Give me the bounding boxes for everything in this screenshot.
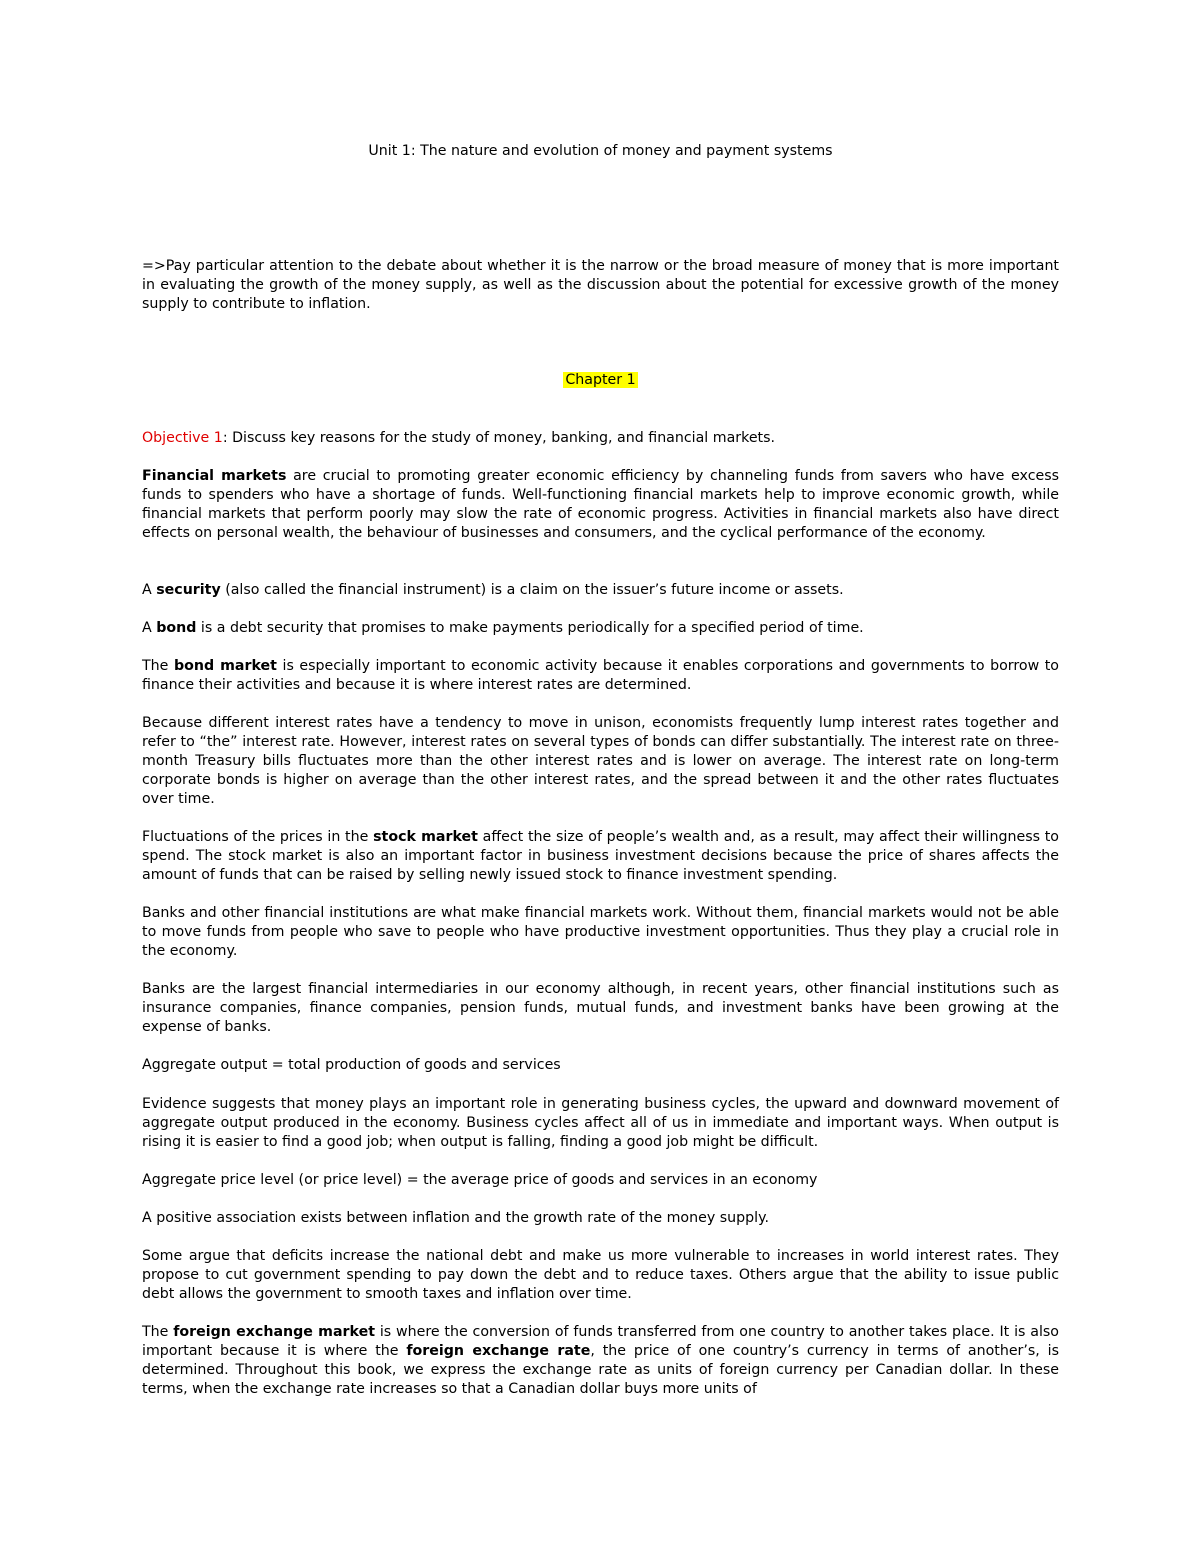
paragraph-text: The	[142, 658, 174, 674]
paragraph-aggregate-output: Aggregate output = total production of goods and services	[142, 1057, 561, 1073]
intro-paragraph: =>Pay particular attention to the debate about whether it is the narrow or the broad measure of money that is more important in evaluating the growth of the money supply, as well as the discussion about the potential for excessive growth of the money supply to contribute to inflation.	[142, 258, 1059, 312]
objective-line	[142, 429, 1059, 448]
paragraph-business-cycles: Evidence suggests that money plays an important role in generating business cycles, the upward and downward movement of aggregate output produced in the economy. Business cycles affect all of us in immediate and important ways. When output is rising it is easier to find a good job; when output is falling, finding a good job might be difficult.	[142, 1096, 1059, 1150]
paragraph-interest-rates: Because different interest rates have a tendency to move in unison, economists frequently lump interest rates together and refer to “the” interest rate. However, interest rates on several types of bonds can differ substantially. The interest rate on three-month Treasury bills fluctuates more than the other interest rates and is lower on average. The interest rate on long-term corporate bonds is higher on average than the other interest rates, and the spread between it and the other rates fluctuates over time.	[142, 715, 1059, 807]
paragraph-text: is a debt security that promises to make payments periodically for a specified period of time.	[196, 620, 864, 636]
paragraph-security	[142, 581, 1059, 600]
paragraph-banks-intermediaries: Banks are the largest financial intermediaries in our economy although, in recent years, other financial institutions such as insurance companies, finance companies, pension funds, mutual funds, and investment banks have been growing at the expense of banks.	[142, 981, 1059, 1035]
paragraph-foreign-exchange	[142, 1323, 1059, 1399]
unit-title: Unit 1: The nature and evolution of money and payment systems	[368, 143, 833, 159]
paragraph-text: affect the size of people’s wealth and, as a result, may affect their willingness to spend. The stock market is also an important factor in business investment decisions because the price of shares affects the amount of funds that can be raised by selling newly issued stock to finance investment spending.	[142, 829, 1059, 883]
chapter-label: Chapter 1	[565, 372, 636, 388]
objective-text: : Discuss key reasons for the study of money, banking, and financial markets.	[222, 430, 776, 446]
paragraph-bond	[142, 619, 1059, 638]
paragraph-text: , the price of one country’s currency in terms of another’s, is determined. Throughout this book, we express the exchange rate as units of foreign currency per Canadian dollar. In these terms, when the exchange rate increases so that a Canadian dollar buys more units of	[142, 1343, 1060, 1397]
paragraph-inflation: A positive association exists between inflation and the growth rate of the money supply.	[142, 1210, 769, 1226]
chapter-heading	[142, 371, 1059, 390]
paragraph-stock-market	[142, 828, 1059, 885]
paragraph-text: The	[142, 1324, 174, 1340]
paragraph-text: (also called the financial instrument) is a claim on the issuer’s future income or assets.	[220, 582, 844, 598]
term-stock-market: stock market	[373, 829, 478, 845]
paragraph-bond-market	[142, 657, 1059, 695]
paragraph-financial-markets	[142, 467, 1059, 543]
paragraph-banks-institutions: Banks and other financial institutions are what make financial markets work. Without them, financial markets would not be able to move funds from people who save to people who have productive investment opportunities. Thus they play a crucial role in the economy.	[142, 905, 1059, 959]
paragraph-text: is where the conversion of funds transferred from one country to another takes place. It is also important because it is where the	[142, 1324, 1059, 1359]
paragraph-deficits: Some argue that deficits increase the national debt and make us more vulnerable to increases in world interest rates. They propose to cut government spending to pay down the debt and to reduce taxes. Others argue that the ability to issue public debt allows the government to smooth taxes and inflation over time.	[142, 1248, 1059, 1302]
paragraph-text: are crucial to promoting greater economic efficiency by channeling funds from savers who have excess funds to spenders who have a shortage of funds. Well-functioning financial markets help to improve economic growth, while financial markets that perform poorly may slow the rate of economic progress. Activities in financial markets also have direct effects on personal wealth, the behaviour of businesses and consumers, and the cyclical performance of the economy.	[142, 468, 1059, 541]
term-bond: bond	[156, 620, 197, 636]
term-financial-markets: Financial markets	[142, 468, 287, 484]
term-security: security	[156, 582, 221, 598]
term-foreign-exchange-rate: foreign exchange rate	[406, 1343, 591, 1359]
paragraph-text: is especially important to economic activity because it enables corporations and governments to borrow to finance their activities and because it is where interest rates are determined.	[142, 658, 1059, 693]
term-bond-market: bond market	[173, 658, 277, 674]
paragraph-price-level: Aggregate price level (or price level) = the average price of goods and services in an economy	[142, 1172, 818, 1188]
term-foreign-exchange-market: foreign exchange market	[173, 1324, 375, 1340]
paragraph-text: A	[142, 620, 157, 636]
paragraph-text: A	[142, 582, 157, 598]
paragraph-text: Fluctuations of the prices in the	[142, 829, 374, 845]
objective-label: Objective 1	[142, 430, 223, 446]
